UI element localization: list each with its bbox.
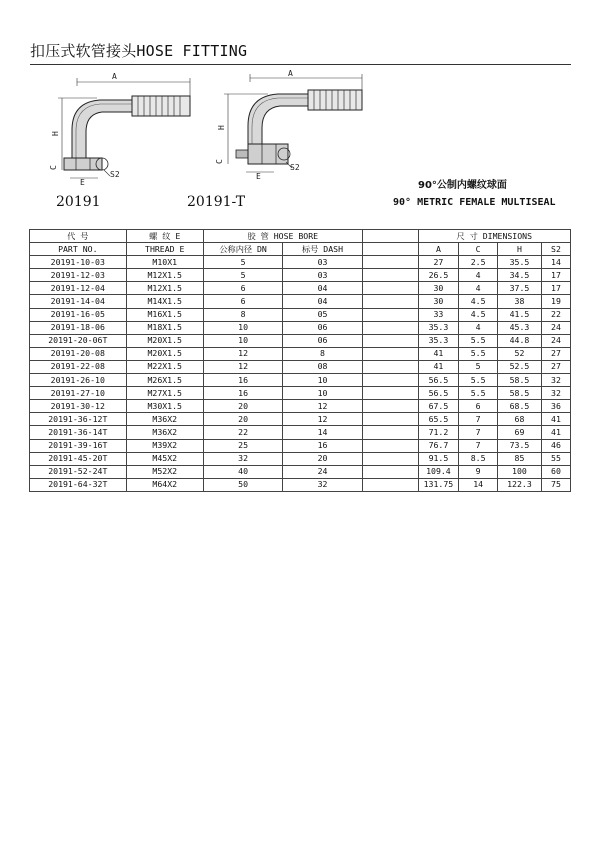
title-divider xyxy=(30,64,571,65)
cell-h: 45.3 xyxy=(497,321,541,334)
cell-c: 5.5 xyxy=(459,374,498,387)
cell-s2: 17 xyxy=(541,269,570,282)
cell-c: 4 xyxy=(459,269,498,282)
cell-a: 67.5 xyxy=(418,400,459,413)
cell-h: 58.5 xyxy=(497,387,541,400)
cell-dn: 40 xyxy=(203,465,282,478)
cell-dash: 04 xyxy=(283,295,362,308)
spacer-cell xyxy=(362,360,418,373)
cell-c: 4.5 xyxy=(459,308,498,321)
header-a: A xyxy=(418,243,459,256)
cell-dash: 24 xyxy=(283,465,362,478)
model-label-20191: 20191 xyxy=(56,194,101,210)
spacer-cell xyxy=(362,426,418,439)
header-part-cn: 代 号 xyxy=(30,230,127,243)
cell-h: 85 xyxy=(497,452,541,465)
cell-h: 69 xyxy=(497,426,541,439)
spacer-cell xyxy=(362,374,418,387)
cell-s2: 14 xyxy=(541,256,570,269)
dim-e-label: E xyxy=(80,178,85,187)
table-row xyxy=(30,269,571,282)
cell-dash: 20 xyxy=(283,452,362,465)
cell-dn: 8 xyxy=(203,308,282,321)
spacer-cell xyxy=(362,452,418,465)
cell-dash: 14 xyxy=(283,426,362,439)
description-cn: 90°公制内螺纹球面 xyxy=(418,180,507,191)
table-row xyxy=(30,400,571,413)
cell-a: 30 xyxy=(418,295,459,308)
description-en: 90° METRIC FEMALE MULTISEAL xyxy=(393,197,556,208)
cell-c: 5.5 xyxy=(459,387,498,400)
cell-h: 100 xyxy=(497,465,541,478)
cell-part-no: 20191-14-04 xyxy=(30,295,127,308)
cell-dn: 12 xyxy=(203,360,282,373)
cell-dash: 05 xyxy=(283,308,362,321)
cell-h: 122.3 xyxy=(497,478,541,491)
cell-dash: 16 xyxy=(283,439,362,452)
cell-dn: 12 xyxy=(203,347,282,360)
header-thread-cn: 螺 纹 E xyxy=(126,230,203,243)
table-row xyxy=(30,413,571,426)
cell-h: 52.5 xyxy=(497,360,541,373)
model-label-20191-t: 20191-T xyxy=(187,194,246,210)
cell-part-no: 20191-12-04 xyxy=(30,282,127,295)
cell-s2: 46 xyxy=(541,439,570,452)
cell-thread: M45X2 xyxy=(126,452,203,465)
header-hose-cn: 胶 管 HOSE BORE xyxy=(203,230,362,243)
cell-thread: M36X2 xyxy=(126,413,203,426)
cell-part-no: 20191-36-14T xyxy=(30,426,127,439)
page-title: 扣压式软管接头HOSE FITTING xyxy=(30,42,248,60)
spacer-cell xyxy=(362,478,418,491)
cell-dn: 6 xyxy=(203,282,282,295)
header-h: H xyxy=(497,243,541,256)
cell-dash: 08 xyxy=(283,360,362,373)
cell-dn: 5 xyxy=(203,256,282,269)
cell-h: 68 xyxy=(497,413,541,426)
dim-a-label-t: A xyxy=(288,69,293,78)
cell-a: 35.3 xyxy=(418,321,459,334)
cell-h: 58.5 xyxy=(497,374,541,387)
cell-dash: 03 xyxy=(283,256,362,269)
cell-a: 91.5 xyxy=(418,452,459,465)
cell-a: 33 xyxy=(418,308,459,321)
cell-dn: 50 xyxy=(203,478,282,491)
table-row xyxy=(30,334,571,347)
cell-dn: 22 xyxy=(203,426,282,439)
table-row xyxy=(30,374,571,387)
cell-s2: 24 xyxy=(541,321,570,334)
cell-a: 56.5 xyxy=(418,374,459,387)
table-row xyxy=(30,321,571,334)
cell-a: 35.3 xyxy=(418,334,459,347)
cell-thread: M12X1.5 xyxy=(126,269,203,282)
cell-dn: 10 xyxy=(203,334,282,347)
cell-c: 5 xyxy=(459,360,498,373)
table-row xyxy=(30,387,571,400)
dim-c-label: C xyxy=(49,165,58,170)
cell-s2: 32 xyxy=(541,374,570,387)
spacer-cell xyxy=(362,413,418,426)
cell-part-no: 20191-27-10 xyxy=(30,387,127,400)
table-row xyxy=(30,452,571,465)
cell-s2: 75 xyxy=(541,478,570,491)
spacer-cell xyxy=(362,334,418,347)
fitting-drawing-20191 xyxy=(42,70,212,188)
cell-h: 52 xyxy=(497,347,541,360)
cell-dash: 10 xyxy=(283,387,362,400)
cell-a: 56.5 xyxy=(418,387,459,400)
cell-thread: M18X1.5 xyxy=(126,321,203,334)
table-row xyxy=(30,478,571,491)
dim-s2-label: S2 xyxy=(110,170,120,179)
cell-dn: 16 xyxy=(203,387,282,400)
cell-h: 37.5 xyxy=(497,282,541,295)
table-row xyxy=(30,282,571,295)
cell-a: 41 xyxy=(418,347,459,360)
spacer-cell xyxy=(362,439,418,452)
cell-dash: 12 xyxy=(283,400,362,413)
spacer-cell xyxy=(362,387,418,400)
table-row xyxy=(30,295,571,308)
cell-dash: 10 xyxy=(283,374,362,387)
spacer-cell xyxy=(362,465,418,478)
table-row xyxy=(30,256,571,269)
cell-dn: 5 xyxy=(203,269,282,282)
table-row xyxy=(30,360,571,373)
cell-c: 14 xyxy=(459,478,498,491)
cell-dash: 32 xyxy=(283,478,362,491)
cell-c: 7 xyxy=(459,426,498,439)
table-row xyxy=(30,439,571,452)
header-dims-cn: 尺 寸 DIMENSIONS xyxy=(418,230,570,243)
header-dn: 公称内径 DN xyxy=(203,243,282,256)
cell-part-no: 20191-16-05 xyxy=(30,308,127,321)
cell-s2: 27 xyxy=(541,360,570,373)
spacer-cell xyxy=(362,243,418,256)
table-row xyxy=(30,347,571,360)
cell-part-no: 20191-52-24T xyxy=(30,465,127,478)
cell-c: 8.5 xyxy=(459,452,498,465)
cell-s2: 24 xyxy=(541,334,570,347)
spacer-cell xyxy=(362,295,418,308)
cell-dash: 03 xyxy=(283,269,362,282)
cell-dn: 32 xyxy=(203,452,282,465)
spacer-cell xyxy=(362,269,418,282)
cell-thread: M30X1.5 xyxy=(126,400,203,413)
cell-thread: M64X2 xyxy=(126,478,203,491)
cell-s2: 36 xyxy=(541,400,570,413)
cell-s2: 55 xyxy=(541,452,570,465)
spacer-cell xyxy=(362,256,418,269)
cell-c: 7 xyxy=(459,413,498,426)
cell-dn: 20 xyxy=(203,400,282,413)
dim-h-label-t: H xyxy=(217,125,226,130)
cell-h: 68.5 xyxy=(497,400,541,413)
cell-part-no: 20191-26-10 xyxy=(30,374,127,387)
fitting-drawing-20191-t xyxy=(212,66,388,188)
cell-s2: 41 xyxy=(541,413,570,426)
spacer-cell xyxy=(362,308,418,321)
cell-a: 65.5 xyxy=(418,413,459,426)
spacer-cell xyxy=(362,347,418,360)
cell-c: 4 xyxy=(459,282,498,295)
cell-c: 9 xyxy=(459,465,498,478)
cell-thread: M14X1.5 xyxy=(126,295,203,308)
dim-e-label-t: E xyxy=(256,172,261,181)
cell-thread: M20X1.5 xyxy=(126,334,203,347)
cell-part-no: 20191-39-16T xyxy=(30,439,127,452)
cell-thread: M20X1.5 xyxy=(126,347,203,360)
cell-part-no: 20191-20-08 xyxy=(30,347,127,360)
cell-part-no: 20191-22-08 xyxy=(30,360,127,373)
spacer-cell xyxy=(362,400,418,413)
cell-h: 38 xyxy=(497,295,541,308)
cell-c: 6 xyxy=(459,400,498,413)
header-dash: 标号 DASH xyxy=(283,243,362,256)
spacer-cell xyxy=(362,282,418,295)
cell-dash: 8 xyxy=(283,347,362,360)
header-part-en: PART NO. xyxy=(30,243,127,256)
cell-dash: 06 xyxy=(283,321,362,334)
cell-dash: 04 xyxy=(283,282,362,295)
cell-thread: M10X1 xyxy=(126,256,203,269)
cell-thread: M36X2 xyxy=(126,426,203,439)
cell-a: 76.7 xyxy=(418,439,459,452)
cell-s2: 32 xyxy=(541,387,570,400)
cell-dash: 12 xyxy=(283,413,362,426)
cell-h: 34.5 xyxy=(497,269,541,282)
cell-dash: 06 xyxy=(283,334,362,347)
table-row xyxy=(30,426,571,439)
spec-table xyxy=(29,229,571,492)
cell-a: 41 xyxy=(418,360,459,373)
cell-h: 35.5 xyxy=(497,256,541,269)
cell-dn: 6 xyxy=(203,295,282,308)
spacer-cell xyxy=(362,321,418,334)
cell-s2: 27 xyxy=(541,347,570,360)
cell-s2: 22 xyxy=(541,308,570,321)
dim-s2-label-t: S2 xyxy=(290,163,300,172)
cell-part-no: 20191-10-03 xyxy=(30,256,127,269)
spacer-cell xyxy=(362,230,418,243)
cell-s2: 60 xyxy=(541,465,570,478)
dim-h-label: H xyxy=(51,131,60,136)
cell-s2: 41 xyxy=(541,426,570,439)
cell-a: 26.5 xyxy=(418,269,459,282)
cell-c: 5.5 xyxy=(459,347,498,360)
cell-c: 4.5 xyxy=(459,295,498,308)
cell-thread: M22X1.5 xyxy=(126,360,203,373)
cell-dn: 20 xyxy=(203,413,282,426)
cell-a: 131.75 xyxy=(418,478,459,491)
dim-a-label: A xyxy=(112,72,117,81)
cell-dn: 16 xyxy=(203,374,282,387)
cell-thread: M12X1.5 xyxy=(126,282,203,295)
table-row xyxy=(30,465,571,478)
cell-c: 7 xyxy=(459,439,498,452)
table-header-row-cn xyxy=(30,230,571,243)
cell-h: 44.8 xyxy=(497,334,541,347)
header-c: C xyxy=(459,243,498,256)
cell-dn: 10 xyxy=(203,321,282,334)
cell-h: 73.5 xyxy=(497,439,541,452)
cell-h: 41.5 xyxy=(497,308,541,321)
cell-a: 27 xyxy=(418,256,459,269)
cell-part-no: 20191-36-12T xyxy=(30,413,127,426)
cell-s2: 19 xyxy=(541,295,570,308)
cell-a: 30 xyxy=(418,282,459,295)
cell-part-no: 20191-20-06T xyxy=(30,334,127,347)
header-thread-en: THREAD E xyxy=(126,243,203,256)
cell-dn: 25 xyxy=(203,439,282,452)
table-header-row-en xyxy=(30,243,571,256)
cell-c: 5.5 xyxy=(459,334,498,347)
cell-part-no: 20191-64-32T xyxy=(30,478,127,491)
cell-thread: M27X1.5 xyxy=(126,387,203,400)
dim-c-label-t: C xyxy=(215,159,224,164)
cell-a: 71.2 xyxy=(418,426,459,439)
cell-c: 2.5 xyxy=(459,256,498,269)
cell-c: 4 xyxy=(459,321,498,334)
cell-a: 109.4 xyxy=(418,465,459,478)
table-row xyxy=(30,308,571,321)
cell-thread: M39X2 xyxy=(126,439,203,452)
cell-part-no: 20191-18-06 xyxy=(30,321,127,334)
cell-s2: 17 xyxy=(541,282,570,295)
cell-part-no: 20191-30-12 xyxy=(30,400,127,413)
header-s2: S2 xyxy=(541,243,570,256)
cell-part-no: 20191-45-20T xyxy=(30,452,127,465)
cell-part-no: 20191-12-03 xyxy=(30,269,127,282)
cell-thread: M16X1.5 xyxy=(126,308,203,321)
cell-thread: M52X2 xyxy=(126,465,203,478)
cell-thread: M26X1.5 xyxy=(126,374,203,387)
